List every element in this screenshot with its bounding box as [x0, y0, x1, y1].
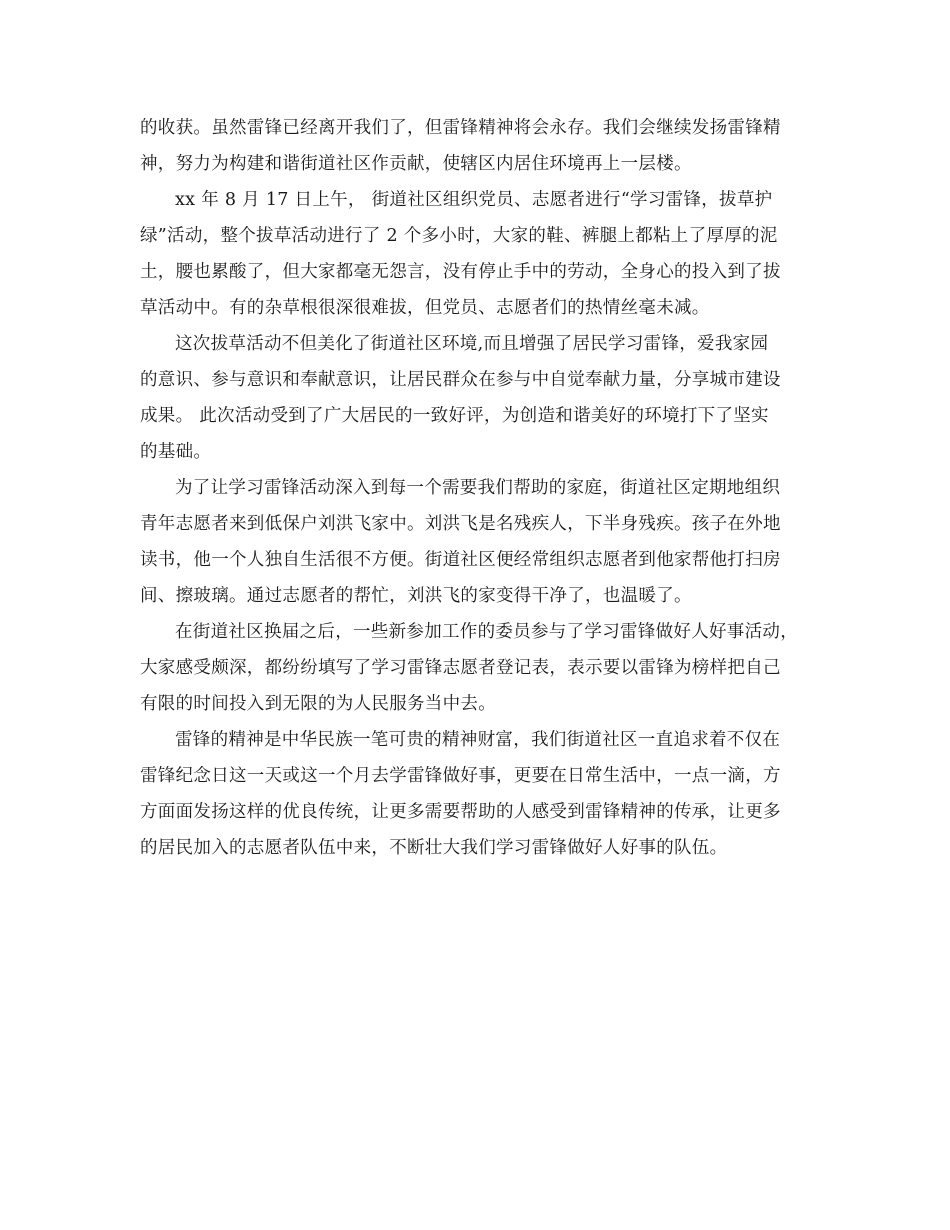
- paragraph-first-line: 雷锋的精神是中华民族一笔可贵的精神财富，我们街道社区一直追求着不仅在: [175, 730, 781, 750]
- text-line: 的收获。虽然雷锋已经离开我们了，但雷锋精神将会永存。我们会继续发扬雷锋精: [140, 118, 781, 138]
- text-line: 绿”活动，整个拔草活动进行了 2 个多小时，大家的鞋、裤腿上都粘上了厚厚的泥: [140, 226, 778, 246]
- text-line: 读书，他一个人独自生活很不方便。街道社区便经常组织志愿者到他家帮他打扫房: [140, 550, 781, 570]
- text-line: 神，努力为构建和谐街道社区作贡献，使辖区内居住环境再上一层楼。: [140, 154, 692, 174]
- text-line: 大家感受颇深，都纷纷填写了学习雷锋志愿者登记表，表示要以雷锋为榜样把自己: [140, 658, 781, 678]
- text-line: 土，腰也累酸了，但大家都毫无怨言，没有停止手中的劳动，全身心的投入到了拔: [140, 262, 781, 282]
- text-line: 方面面发扬这样的优良传统，让更多需要帮助的人感受到雷锋精神的传承，让更多: [140, 802, 781, 822]
- text-line: 成果。 此次活动受到了广大居民的一致好评，为创造和谐美好的环境打下了坚实: [140, 406, 769, 426]
- text-line: 的居民加入的志愿者队伍中来，不断壮大我们学习雷锋做好人好事的队伍。: [140, 838, 728, 858]
- text-line: 草活动中。有的杂草根很深很难拔，但党员、志愿者们的热情丝毫未减。: [140, 298, 710, 318]
- paragraph-first-line: 这次拔草活动不但美化了街道社区环境,而且增强了居民学习雷锋，爱我家园: [175, 334, 769, 354]
- text-line: 的基础。: [140, 442, 212, 462]
- text-line: 的意识、参与意识和奉献意识，让居民群众在参与中自觉奉献力量，分享城市建设: [140, 370, 781, 390]
- paragraph-first-line: xx 年 8 月 17 日上午， 街道社区组织党员、志愿者进行“学习雷锋，拔草护: [175, 190, 773, 210]
- text-line: 雷锋纪念日这一天或这一个月去学雷锋做好事，更要在日常生活中，一点一滴，方: [140, 766, 781, 786]
- text-line: 青年志愿者来到低保户刘洪飞家中。刘洪飞是名残疾人，下半身残疾。孩子在外地: [140, 514, 781, 534]
- text-line: 有限的时间投入到无限的为人民服务当中去。: [140, 694, 496, 714]
- text-line: 间、擦玻璃。通过志愿者的帮忙，刘洪飞的家变得干净了，也温暖了。: [140, 586, 692, 606]
- paragraph-first-line: 为了让学习雷锋活动深入到每一个需要我们帮助的家庭，街道社区定期地组织: [175, 478, 781, 498]
- paragraph-first-line: 在街道社区换届之后，一些新参加工作的委员参与了学习雷锋做好人好事活动，: [175, 622, 798, 642]
